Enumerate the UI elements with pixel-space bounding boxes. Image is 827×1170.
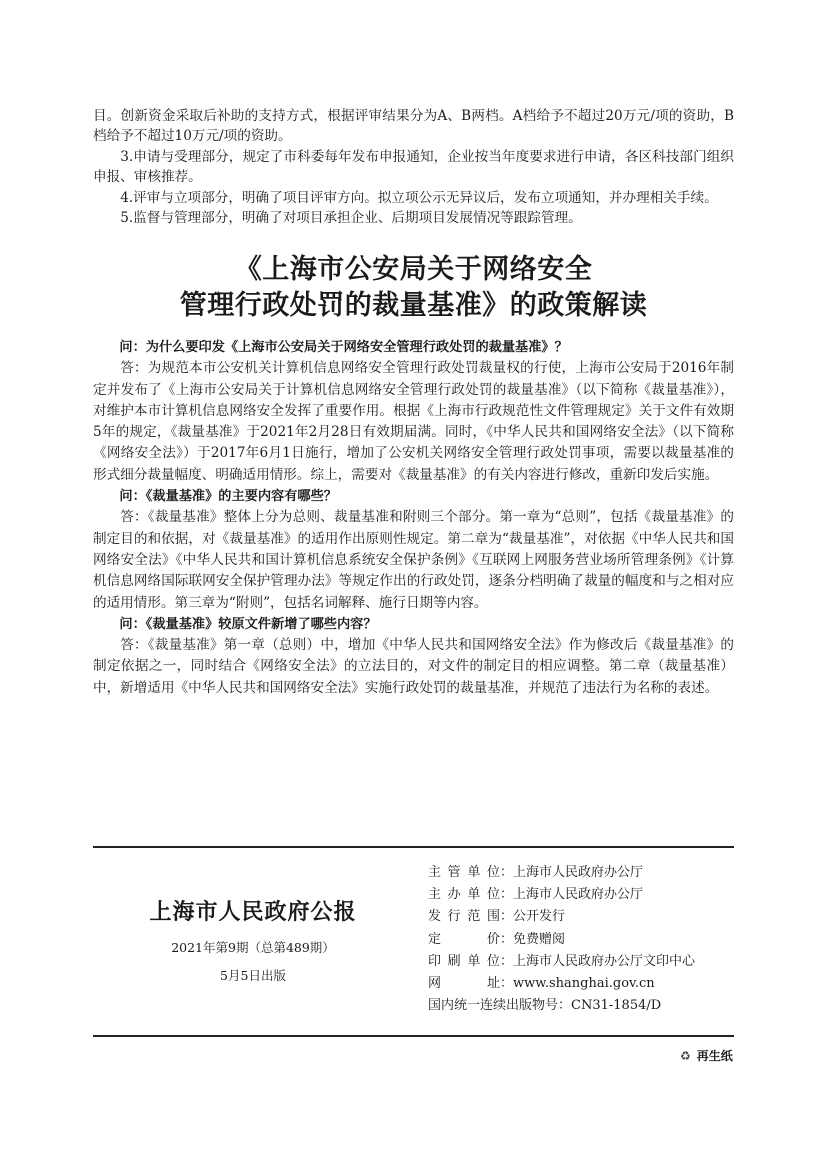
recycled-label: 再生纸: [696, 1049, 733, 1063]
info-label: 发行范围: [428, 909, 500, 925]
info-value: www.shanghai.gov.cn: [513, 976, 655, 992]
question: 问：为什么要印发《上海市公安局关于网络安全管理行政处罚的裁量基准》？: [119, 340, 568, 355]
info-row: 印刷单位：上海市人民政府办公厅文印中心: [428, 951, 695, 973]
publication-info: [428, 862, 695, 1017]
info-row: 定价：免费赠阅: [428, 929, 695, 951]
info-label: 印刷单位: [428, 953, 500, 969]
paragraph: 3.申请与受理部分，规定了市科委每年发布申报通知，企业按当年度要求进行申请，各区科技部门组织申报、审核推荐。: [93, 148, 734, 186]
info-row: 网址：www.shanghai.gov.cn: [428, 973, 695, 995]
answer: 答：为规范本市公安机关计算机信息网络安全管理行政处罚裁量权的行使，上海市公安局于2016年制定并发布了《上海市公安局关于计算机信息网络安全管理行政处罚的裁量基准》（以下简称《裁量基准》），对维护本市计算机信息网络安全发挥了重要作用。根据《上海市行政规范性文件管理规定》关于文件有效期5年的规定，《裁量基准》于2021年2月28日有效期届满。同时，《中华人民共和国网络安全法》（以下简称《网络安全法》）于2017年6月1日施行，增加了公安机关网络安全管理行政处罚事项，需要以裁量基准的形式细分裁量幅度、明确适用情形。综上，需要对《裁量基准》的有关内容进行修改，重新印发后实施。: [93, 360, 734, 483]
answer: 答：《裁量基准》整体上分为总则、裁量基准和附则三个部分。第一章为“总则”，包括《裁量基准》的制定目的和依据，对《裁量基准》的适用作出原则性规定。第二章为“裁量基准”，对依据《中华人民共和国网络安全法》《中华人民共和国计算机信息系统安全保护条例》《互联网上网服务营业场所管理条例》《计算机信息网络国际联网安全保护管理办法》等规定作出的行政处罚，逐条分档明确了裁量的幅度和与之相对应的适用情形。第三章为“附则”，包括名词解释、施行日期等内容。: [93, 509, 734, 611]
recycle-icon: ♻: [680, 1049, 691, 1063]
question: 问：《裁量基准》的主要内容有哪些？: [119, 489, 337, 505]
info-value: 上海市人民政府办公厅: [513, 865, 644, 880]
title-line: 管理行政处罚的裁量基准》的政策解读: [179, 290, 648, 321]
top-section: [93, 106, 734, 228]
answer: 答：《裁量基准》第一章（总则）中，增加《中华人民共和国网络安全法》作为修改后《裁量基准》的制定依据之一，同时结合《网络安全法》的立法目的，对文件的制定目的相应调整。第二章（裁量基准）中，新增适用《中华人民共和国网络安全法》实施行政处罚的裁量基准，并规范了违法行为名称的表述。: [93, 637, 734, 696]
info-value: 上海市人民政府办公厅: [513, 887, 644, 903]
info-row: 主办单位：上海市人民政府办公厅: [428, 884, 695, 906]
info-label: 主管单位: [428, 865, 500, 880]
info-row: 国内统一连续出版物号：CN31-1854/D: [428, 998, 662, 1014]
info-row: 主管单位：上海市人民政府办公厅: [428, 862, 695, 884]
divider: [93, 1035, 734, 1037]
recycled-paper-mark: [680, 1047, 733, 1064]
question: 问：《裁量基准》较原文件新增了哪些内容？: [119, 616, 377, 632]
info-row: 发行范围：公开发行: [428, 906, 695, 928]
info-value: 公开发行: [513, 909, 566, 925]
paragraph: 4.评审与立项部分，明确了项目评审方向。拟立项公示无异议后，发布立项通知，并办理相关手续。: [120, 189, 718, 206]
info-value: 上海市人民政府办公厅文印中心: [513, 953, 696, 969]
publication-issue: 2021年第9期（总第489期）: [171, 940, 335, 955]
info-label: 国内统一连续出版物号: [428, 998, 559, 1014]
info-label: 主办单位: [428, 887, 500, 903]
paragraph: 目。创新资金采取后补助的支持方式，根据评审结果分为A、B两档。A档给予不超过20万元/项的资助，B档给予不超过10万元/项的资助。: [93, 108, 734, 145]
publication-name: 上海市人民政府公报: [149, 899, 357, 925]
title-line: 《上海市公安局关于网络安全: [234, 254, 593, 285]
qa-section: [93, 337, 734, 699]
article-title: [93, 252, 734, 324]
info-value: CN31-1854/D: [571, 998, 662, 1014]
info-value: 免费赠阅: [513, 931, 566, 947]
divider: [93, 846, 734, 848]
info-label: 网址: [428, 976, 500, 992]
info-label: 定价: [428, 931, 500, 947]
paragraph: 5.监督与管理部分，明确了对项目承担企业、后期项目发展情况等跟踪管理。: [120, 210, 582, 227]
publication-date: 5月5日出版: [220, 968, 286, 983]
